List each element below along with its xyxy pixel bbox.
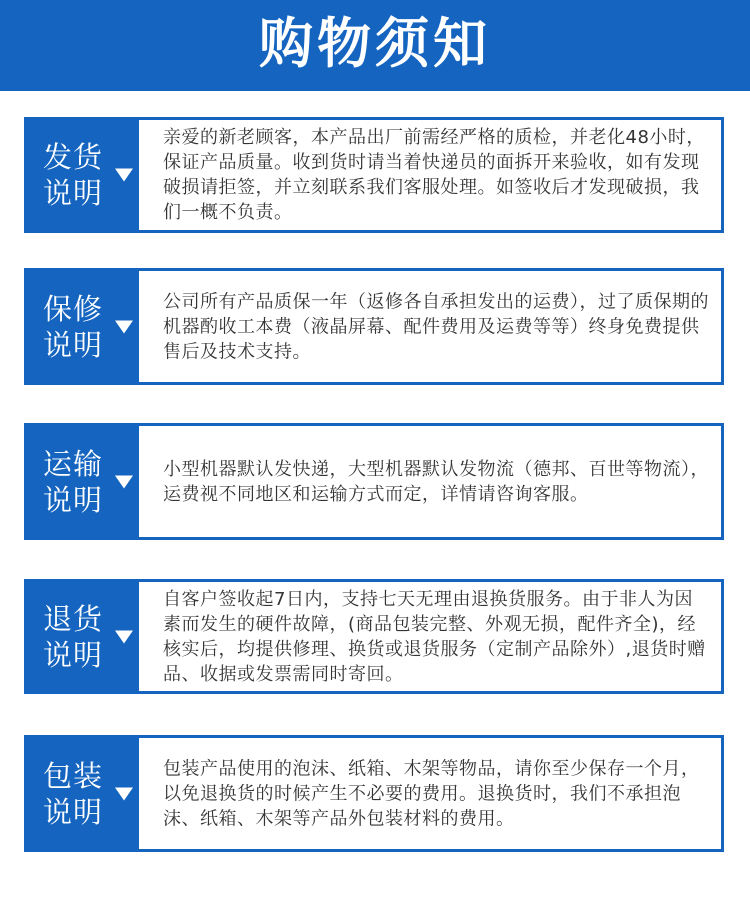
triangle-down-icon xyxy=(115,787,133,800)
card-side xyxy=(27,120,139,230)
card-label: 退货说明 xyxy=(43,601,104,672)
triangle-down-icon xyxy=(115,320,133,333)
card-text: 公司所有产品质保一年（返修各自承担发出的运费），过了质保期的机器酌收工本费（液晶屏幕、配件费用及运费等等）终身免费提供售后及技术支持。 xyxy=(163,291,709,362)
card-side xyxy=(27,582,139,691)
card-transport xyxy=(24,423,724,540)
card-side xyxy=(27,738,139,849)
card-side xyxy=(27,271,139,382)
card-text: 自客户签收起7日内，支持七天无理由退换货服务。由于非人为因素而发生的硬件故障，(商品包装完整、外观无损，配件齐全)，经核实后，均提供修理、换货或退货服务（定制产品除外）,退货时赠品、收据或发票需同时寄回。 xyxy=(163,588,706,685)
card-label: 运输说明 xyxy=(43,446,104,517)
triangle-down-icon xyxy=(115,630,133,643)
triangle-down-icon xyxy=(115,169,133,182)
triangle-down-icon xyxy=(115,475,133,488)
card-label: 保修说明 xyxy=(43,291,104,362)
card-text: 包装产品使用的泡沫、纸箱、木架等物品，请你至少保存一个月，以免退换货的时候产生不必要的费用。退换货时，我们不承担泡沫、纸箱、木架等产品外包装材料的费用。 xyxy=(163,758,700,829)
card-warranty xyxy=(24,268,724,385)
card-side xyxy=(27,426,139,537)
card-packaging xyxy=(24,735,724,852)
card-text: 小型机器默认发快递，大型机器默认发物流（德邦、百世等物流），运费视不同地区和运输方式而定，详情请咨询客服。 xyxy=(163,458,709,505)
page-title: 购物须知 xyxy=(259,11,491,75)
card-label: 发货说明 xyxy=(43,140,104,210)
header-banner xyxy=(0,0,750,91)
card-shipping xyxy=(24,117,724,233)
card-label: 包装说明 xyxy=(43,758,104,829)
card-return xyxy=(24,579,724,694)
card-text: 亲爱的新老顾客，本产品出厂前需经严格的质检，并老化48小时，保证产品质量。收到货时请当着快递员的面拆开来验收，如有发现破损请拒签，并立刻联系我们客服处理。如签收后才发现破损，我们一概不负责。 xyxy=(163,127,705,223)
